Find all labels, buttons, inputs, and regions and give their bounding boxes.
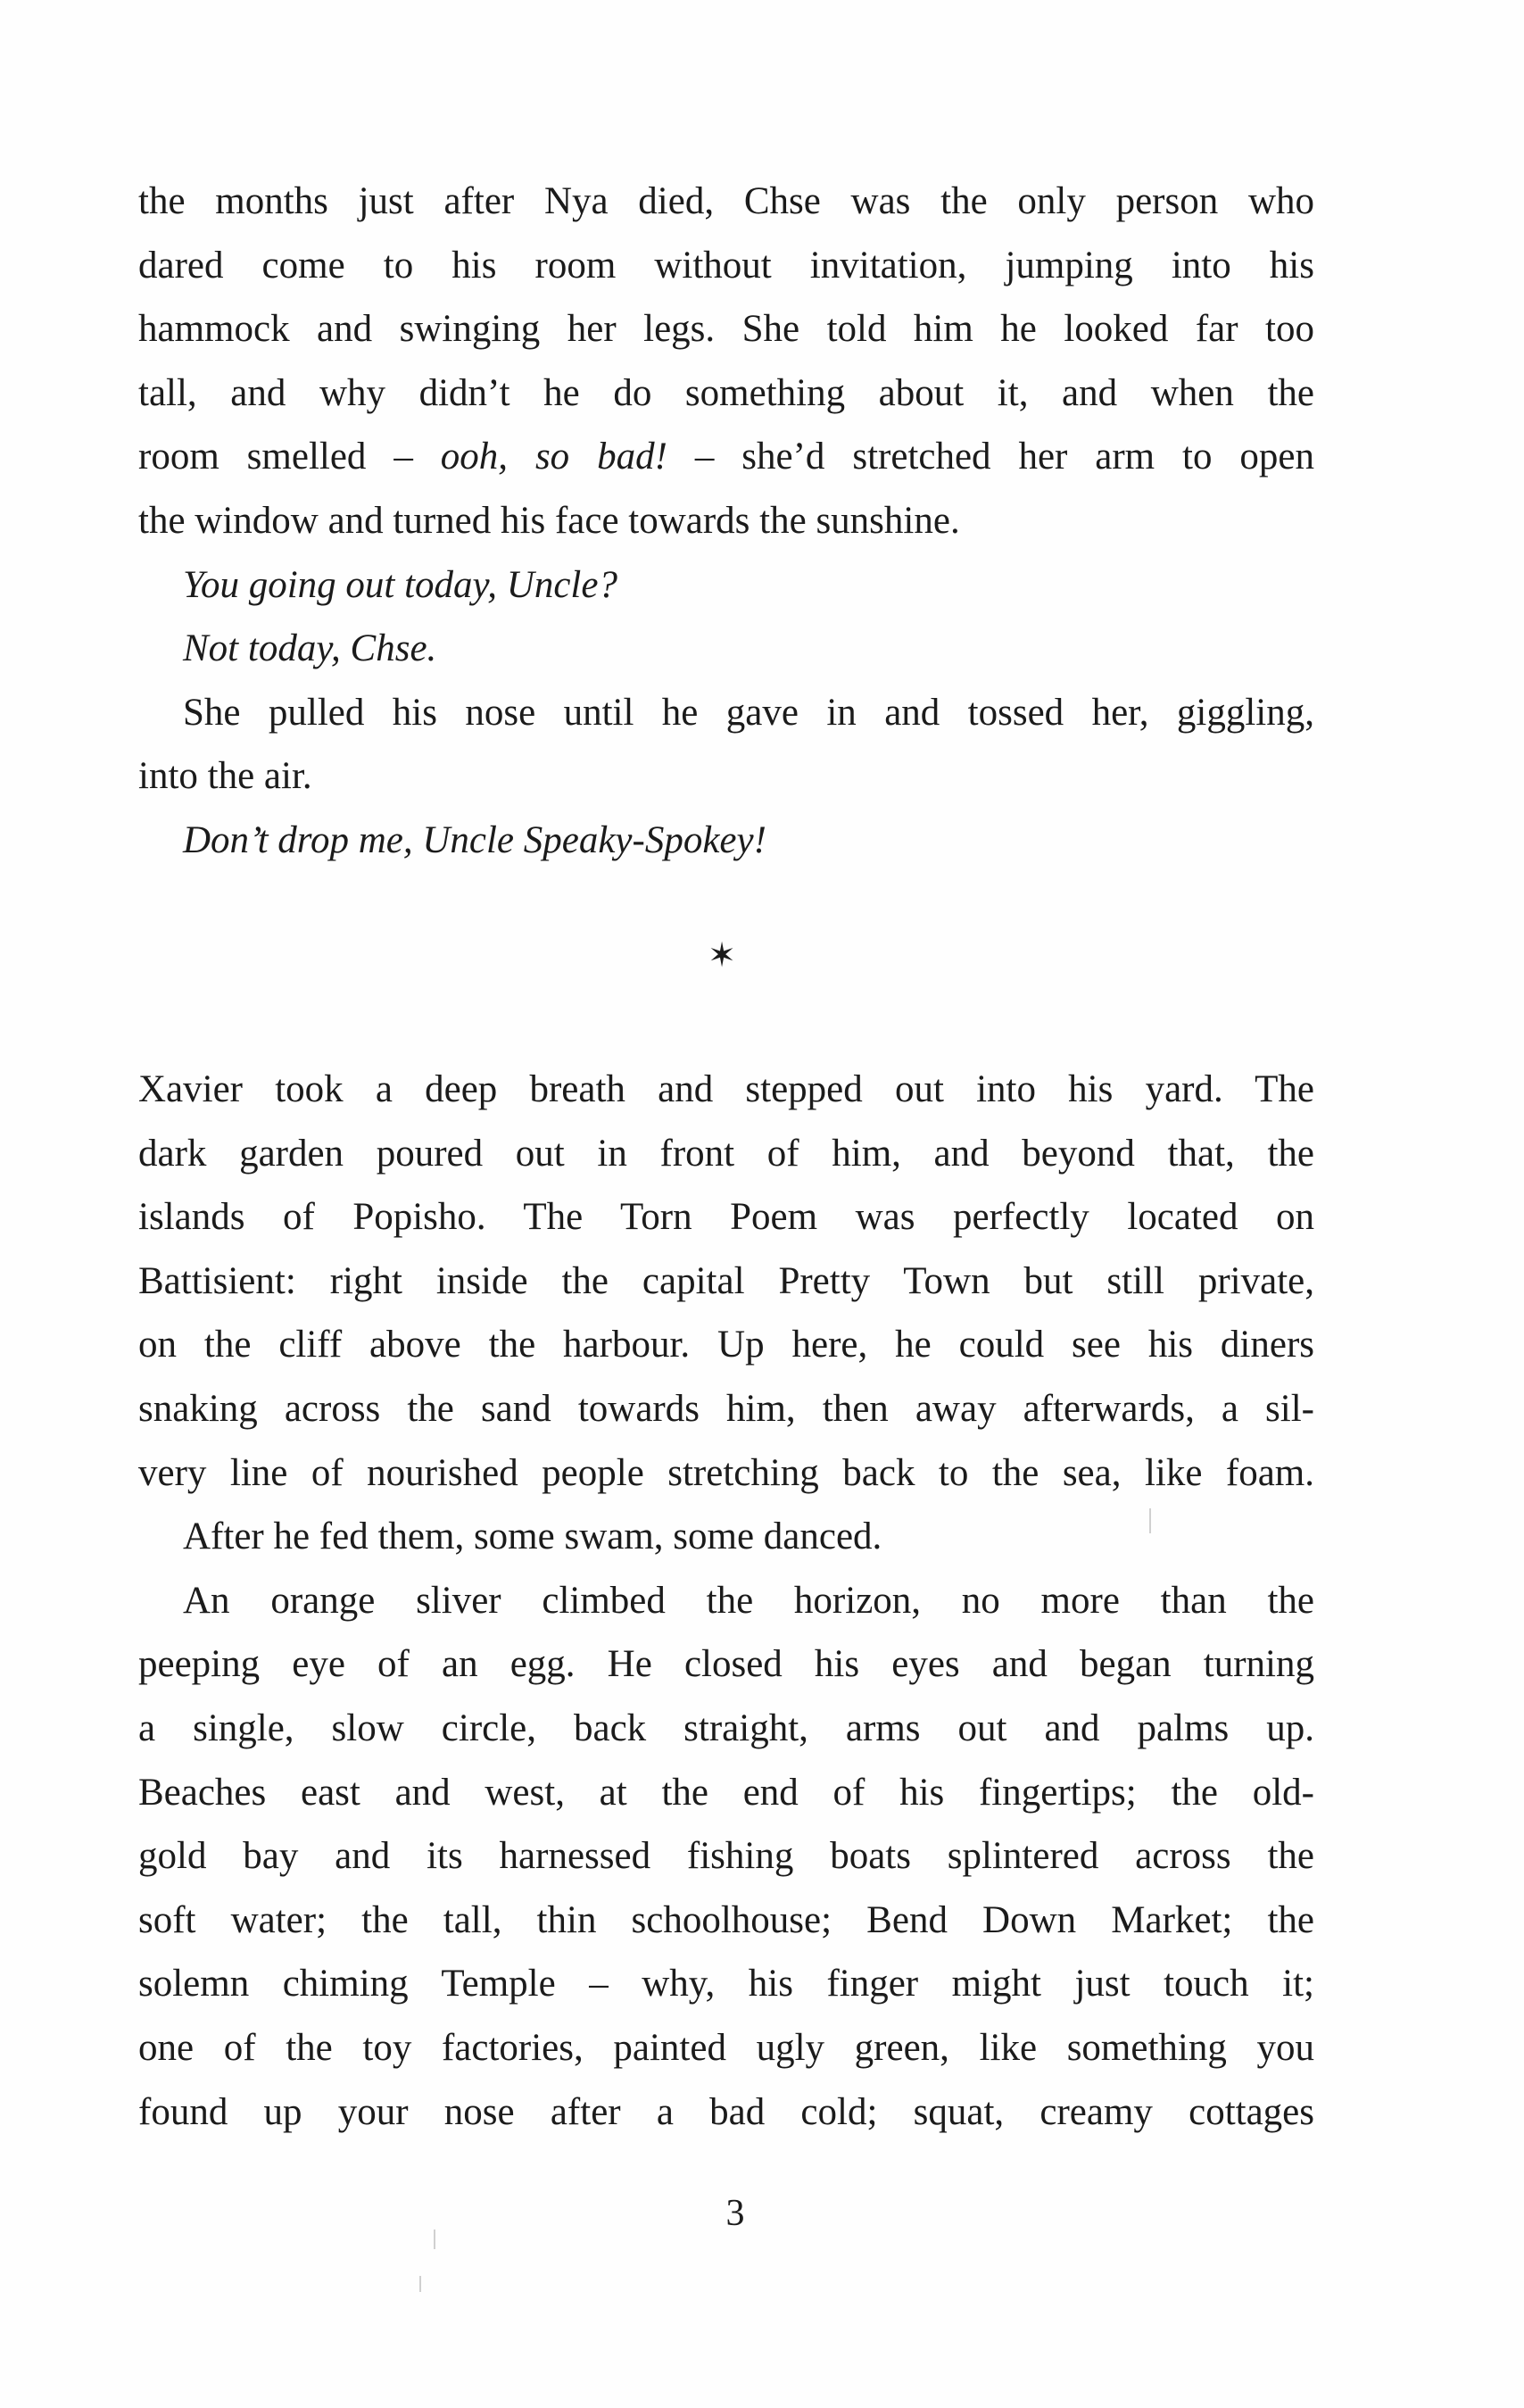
- text-line: islands of Popisho. The Torn Poem was perfectly located on: [138, 1196, 1314, 1239]
- text-line: An orange sliver climbed the horizon, no more than the: [183, 1579, 1314, 1622]
- dialogue-line: [138, 617, 1314, 681]
- text-line: solemn chiming Temple – why, his finger might just touch it;: [138, 1963, 1314, 2005]
- text-line: very line of nourished people stretching back to the sea, like foam.: [138, 1451, 1314, 1494]
- text-line: on the cliff above the harbour. Up here, he could see his diners: [138, 1324, 1314, 1366]
- text-line: the months just after Nya died, Chse was the only person who: [138, 180, 1314, 222]
- text-line: snaking across the sand towards him, then away afterwards, a sil-: [138, 1387, 1314, 1430]
- text-line: found up your nose after a bad cold; squat, creamy cottages: [138, 2090, 1314, 2133]
- italic-run: ooh, so bad!: [440, 436, 667, 478]
- paragraph: [138, 681, 1314, 809]
- italic-line: Don’t drop me, Uncle Speaky-Spokey!: [183, 818, 766, 861]
- text-line: dared come to his room without invitation, jumping into his: [138, 244, 1314, 286]
- text-run: room smelled –: [138, 436, 441, 478]
- text-line: into the air.: [138, 755, 312, 798]
- text-line: one of the toy factories, painted ugly green, like something you: [138, 2026, 1314, 2069]
- dialogue-line: [138, 553, 1314, 618]
- text-line: Xavier took a deep breath and stepped out into his yard. The: [138, 1068, 1314, 1110]
- text-line: gold bay and its harnessed fishing boats splintered across the: [138, 1835, 1314, 1878]
- text-run: – she’d stretched her arm to open: [667, 436, 1315, 478]
- italic-line: You going out today, Uncle?: [183, 563, 617, 606]
- text-line: tall, and why didn’t he do something about it, and when the: [138, 371, 1314, 414]
- italic-line: Not today, Chse.: [183, 627, 437, 670]
- text-line: hammock and swinging her legs. She told him he looked far too: [138, 308, 1314, 351]
- scan-mark: [434, 2229, 435, 2249]
- paragraph: [138, 1569, 1314, 2144]
- dialogue-line: [138, 809, 1314, 873]
- text-line: a single, slow circle, back straight, arms out and palms up.: [138, 1706, 1314, 1749]
- scan-mark: [419, 2276, 421, 2292]
- text-line: the window and turned his face towards the sunshine.: [138, 499, 960, 542]
- text-line: [138, 425, 1314, 489]
- page-number: 3: [725, 2193, 745, 2234]
- text-line: Beaches east and west, at the end of his fingertips; the old-: [138, 1771, 1314, 1814]
- text-section-2: [138, 1058, 1314, 2144]
- paragraph: [138, 170, 1314, 553]
- text-line: peeping eye of an egg. He closed his eyes and began turning: [138, 1643, 1314, 1686]
- paragraph: [138, 1058, 1314, 1505]
- paragraph: [138, 1505, 1314, 1569]
- section-break-star: ✶: [708, 935, 736, 975]
- scan-mark: [1149, 1508, 1151, 1533]
- text-line: After he fed them, some swam, some danced.: [183, 1515, 882, 1558]
- text-line: She pulled his nose until he gave in and tossed her, giggling,: [183, 691, 1314, 734]
- text-section-1: [138, 170, 1314, 873]
- text-line: Battisient: right inside the capital Pretty Town but still private,: [138, 1259, 1314, 1302]
- text-line: dark garden poured out in front of him, and beyond that, the: [138, 1132, 1314, 1175]
- text-line: soft water; the tall, thin schoolhouse; Bend Down Market; the: [138, 1898, 1314, 1941]
